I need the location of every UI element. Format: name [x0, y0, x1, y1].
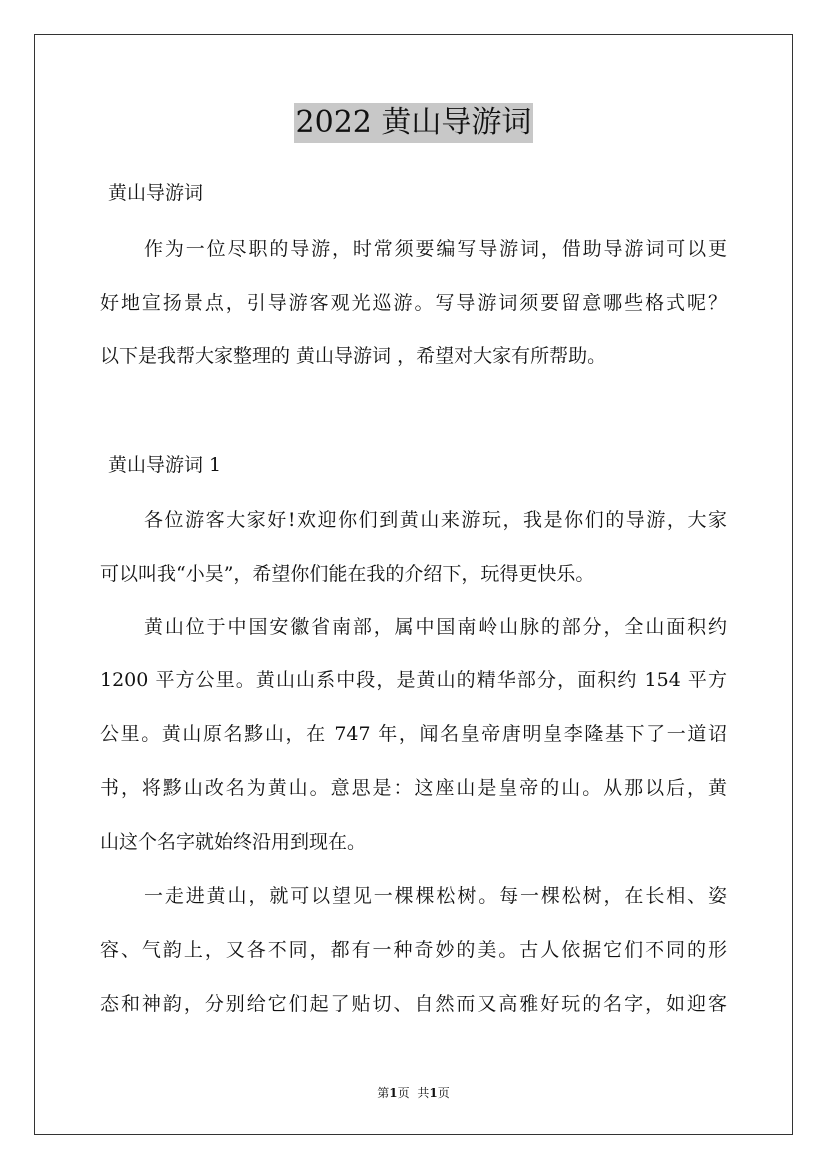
page-prefix: 第 [377, 1086, 390, 1100]
total-suffix: 页 [437, 1086, 450, 1100]
body-line-10: 态和神韵，分别给它们起了贴切、自然而又高雅好玩的名字，如迎客 [100, 993, 727, 1015]
body-line-4: 1200 平方公里。黄山山系中段，是黄山的精华部分，面积约 154 平方 [100, 669, 727, 691]
body-line-8: 一走进黄山，就可以望见一棵棵松树。每一棵松树，在长相、姿 [144, 885, 727, 907]
total-pages: 1 [429, 1086, 438, 1100]
intro-line-3: 以下是我帮大家整理的 黄山导游词 ，希望对大家有所帮助。 [100, 345, 607, 367]
page-mid: 页 [397, 1086, 410, 1100]
section-heading: 黄山导游词 1 [108, 454, 222, 476]
body-line-5: 公里。黄山原名黟山，在 747 年，闻名皇帝唐明皇李隆基下了一道诏 [100, 723, 727, 745]
subtitle: 黄山导游词 [108, 182, 204, 204]
body-line-2: 可以叫我“小吴”，希望你们能在我的介绍下，玩得更快乐。 [100, 563, 595, 585]
total-prefix: 共 [417, 1086, 430, 1100]
body-line-6: 书，将黟山改名为黄山。意思是：这座山是皇帝的山。从那以后，黄 [100, 777, 727, 799]
body-line-1: 各位游客大家好!欢迎你们到黄山来游玩，我是你们的导游，大家 [144, 509, 727, 531]
document-title: 2022 黄山导游词 [0, 102, 827, 143]
page-footer [0, 1086, 827, 1100]
intro-line-1: 作为一位尽职的导游，时常须要编写导游词，借助导游词可以更 [144, 238, 727, 260]
body-line-9: 容、气韵上，又各不同，都有一种奇妙的美。古人依据它们不同的形 [100, 939, 727, 961]
body-line-7: 山这个名字就始终沿用到现在。 [100, 831, 367, 853]
intro-line-2: 好地宣扬景点，引导游客观光巡游。写导游词须要留意哪些格式呢？ [100, 292, 727, 314]
body-line-3: 黄山位于中国安徽省南部，属中国南岭山脉的部分，全山面积约 [144, 616, 727, 638]
page-number: 1 [389, 1086, 398, 1100]
